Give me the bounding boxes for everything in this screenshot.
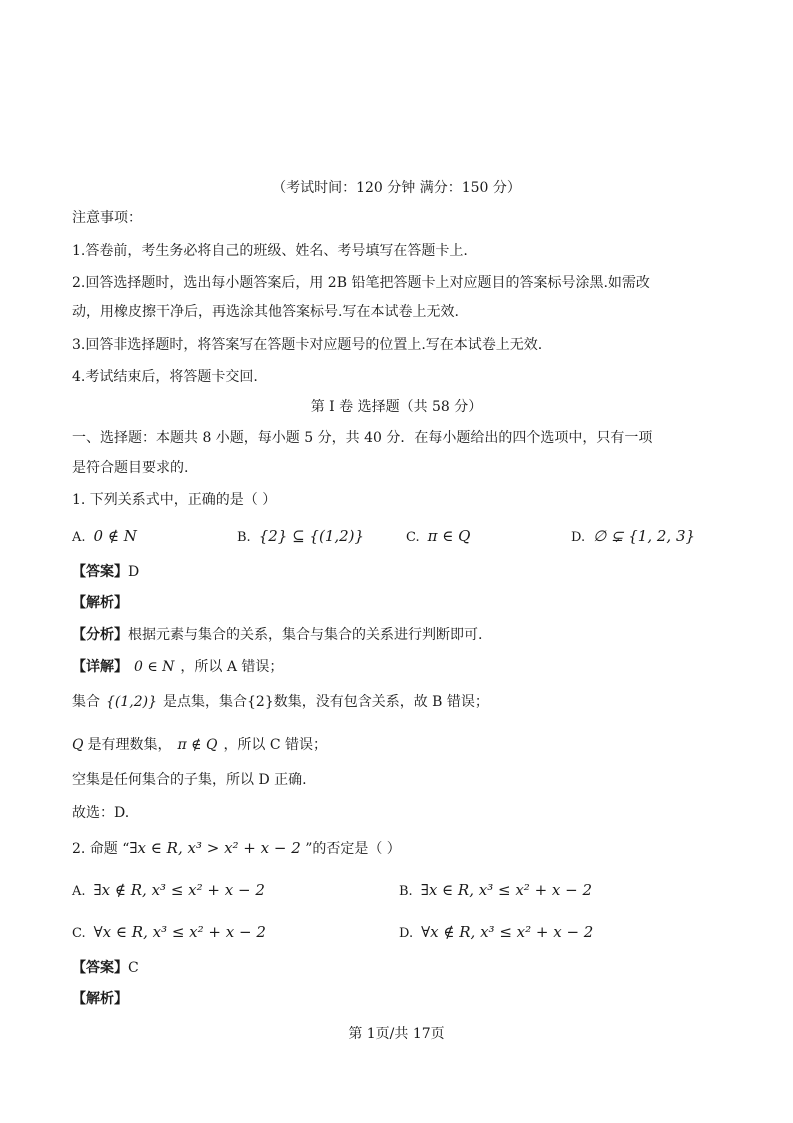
option-label: D. bbox=[399, 926, 414, 941]
detail-math: 0 ∈ N bbox=[134, 659, 175, 675]
q2-answer bbox=[72, 958, 139, 978]
q2-stem bbox=[72, 838, 401, 859]
option-math: ∅ ⊊ {1, 2, 3} bbox=[593, 527, 696, 545]
option-label: A. bbox=[72, 884, 86, 899]
q1-option-a bbox=[72, 526, 137, 548]
answer-value: C bbox=[128, 960, 139, 976]
detail-math-pi: π ∉ Q bbox=[177, 737, 218, 753]
answer-tag: 【答案】 bbox=[72, 960, 128, 976]
q1-analysis-tag: 【解析】 bbox=[72, 595, 128, 611]
option-math: ∃x ∈ R, x³ ≤ x² + x − 2 bbox=[420, 881, 593, 899]
q1-stem: 1. 下列关系式中，正确的是（ ） bbox=[72, 492, 277, 508]
stem-post: ”的否定是（ ） bbox=[300, 841, 401, 857]
note-item-2-line-1: 2.回答选择题时，选出每小题答案后，用 2B 铅笔把答题卡上对应题目的答案标号涂黑.如需改 bbox=[72, 275, 650, 291]
fenxi-tag: 【分析】 bbox=[72, 627, 128, 643]
q2-option-b bbox=[399, 880, 592, 902]
q1-answer bbox=[72, 562, 139, 582]
page-number: 第 1页/共 17页 bbox=[348, 1026, 445, 1042]
q1-detail-3 bbox=[72, 735, 327, 755]
detail-math: {(1,2)} bbox=[106, 694, 158, 710]
detail-text: 是有理数集， bbox=[87, 737, 172, 753]
note-item-4: 4.考试结束后，将答题卡交回. bbox=[72, 369, 258, 385]
option-label: D. bbox=[571, 530, 586, 545]
answer-value: D bbox=[128, 564, 140, 580]
note-item-2-line-2: 动，用橡皮擦干净后，再选涂其他答案标号.写在本试卷上无效. bbox=[72, 304, 459, 320]
option-math: ∀x ∉ R, x³ ≤ x² + x − 2 bbox=[421, 923, 594, 941]
xiangjie-tag: 【详解】 bbox=[72, 659, 128, 675]
option-label: B. bbox=[237, 530, 251, 545]
option-math: ∃x ∉ R, x³ ≤ x² + x − 2 bbox=[93, 881, 265, 899]
stem-math: ∃x ∈ R, x³ > x² + x − 2 bbox=[129, 839, 301, 857]
q2-analysis-tag: 【解析】 bbox=[72, 991, 128, 1007]
stem-pre: 2. 命题 “ bbox=[72, 841, 130, 857]
q2-option-a bbox=[72, 880, 265, 902]
answer-tag: 【答案】 bbox=[72, 564, 128, 580]
option-label: C. bbox=[406, 530, 420, 545]
q1-option-d bbox=[571, 526, 695, 548]
q1-conclusion: 故选：D. bbox=[72, 805, 130, 821]
note-item-1: 1.答卷前，考生务必将自己的班级、姓名、考号填写在答题卡上. bbox=[72, 243, 468, 259]
option-label: A. bbox=[72, 530, 86, 545]
q2-option-c bbox=[72, 922, 266, 944]
option-math: ∀x ∈ R, x³ ≤ x² + x − 2 bbox=[93, 923, 266, 941]
notes-title: 注意事项： bbox=[72, 210, 142, 226]
option-math: π ∈ Q bbox=[427, 527, 471, 545]
detail-text-2: ，所以 C 错误； bbox=[223, 737, 328, 753]
q1-option-b bbox=[237, 526, 364, 548]
option-math: {2} ⊆ {(1,2)} bbox=[258, 527, 365, 545]
note-item-3: 3.回答非选择题时，将答案写在答题卡对应题号的位置上.写在本试卷上无效. bbox=[72, 337, 543, 353]
option-label: C. bbox=[72, 926, 86, 941]
option-label: B. bbox=[399, 884, 413, 899]
fenxi-text: 根据元素与集合的关系，集合与集合的关系进行判断即可. bbox=[128, 627, 483, 643]
q1-detail-2 bbox=[72, 692, 489, 712]
q1-detail-1 bbox=[72, 657, 283, 677]
section-intro-line-2: 是符合题目要求的. bbox=[72, 460, 189, 476]
section-intro-line-1: 一、选择题：本题共 8 小题，每小题 5 分，共 40 分．在每小题给出的四个选项中，只有一项 bbox=[72, 430, 653, 446]
q1-fenxi bbox=[72, 625, 482, 645]
q1-detail-4: 空集是任何集合的子集，所以 D 正确. bbox=[72, 772, 307, 788]
detail-math-q: Q bbox=[72, 737, 84, 753]
detail-text: 是点集，集合{2}数集，没有包含关系，故 B 错误； bbox=[163, 694, 489, 710]
detail-text: ，所以 A 错误； bbox=[180, 659, 284, 675]
q2-option-d bbox=[399, 922, 593, 944]
option-math: 0 ∉ N bbox=[93, 527, 137, 545]
section-title: 第 I 卷 选择题（共 58 分） bbox=[310, 399, 483, 415]
exam-info: （考试时间：120 分钟 满分：150 分） bbox=[272, 180, 521, 196]
q1-option-c bbox=[406, 526, 470, 548]
detail-pre: 集合 bbox=[72, 694, 100, 710]
